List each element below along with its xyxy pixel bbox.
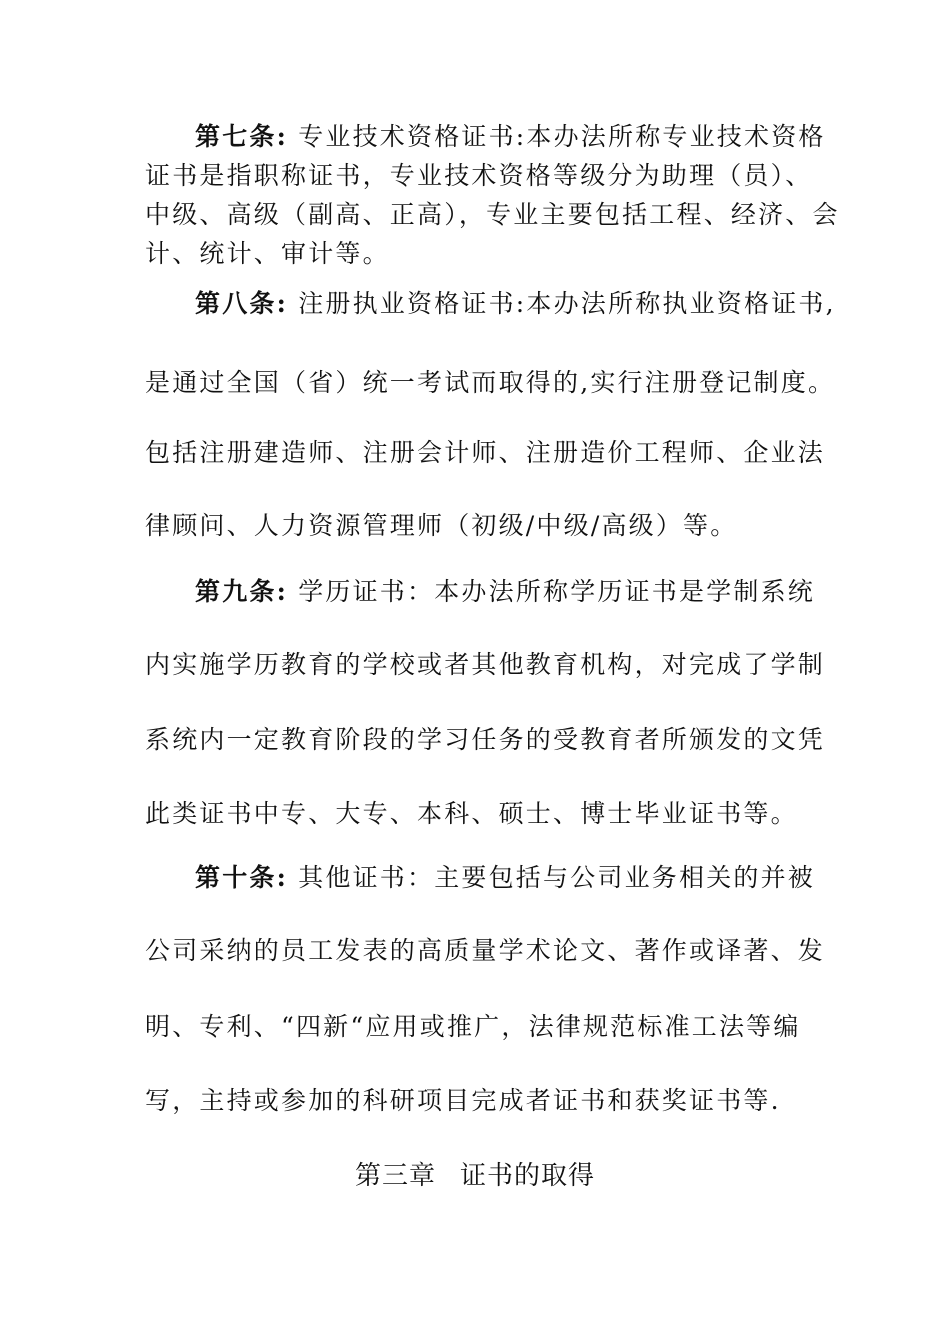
article-7-line-3: 中级、高级（副高、正高），专业主要包括工程、经济、会 <box>145 200 840 229</box>
article-8-text: 注册执业资格证书:本办法所称执业资格证书, <box>298 289 836 318</box>
article-10-line-2: 公司采纳的员工发表的高质量学术论文、著作或译著、发 <box>145 936 826 965</box>
article-8-line-4: 律顾问、人力资源管理师（初级/中级/高级）等。 <box>145 511 738 540</box>
article-9-line-4: 此类证书中专、大专、本科、硕士、博士毕业证书等。 <box>145 799 798 828</box>
article-10-line-1 <box>195 860 815 896</box>
article-7-line-2: 证书是指职称证书，专业技术资格等级分为助理（员）、 <box>145 161 813 190</box>
article-10-line-3: 明、专利、“四新“应用或推广，法律规范标准工法等编 <box>145 1012 801 1041</box>
chapter-3-heading <box>0 1158 950 1194</box>
article-8-line-3: 包括注册建造师、注册会计师、注册造价工程师、企业法 <box>145 438 826 467</box>
article-9-line-1 <box>195 574 815 610</box>
article-10-line-4: 写，主持或参加的科研项目完成者证书和获奖证书等. <box>145 1086 781 1115</box>
article-8-line-1 <box>195 286 836 322</box>
article-9-text: 学历证书：本办法所称学历证书是学制系统 <box>298 577 815 606</box>
article-8-line-2: 是通过全国（省）统一考试而取得的,实行注册登记制度。 <box>145 368 836 397</box>
chapter-3-number: 第三章 <box>354 1161 436 1191</box>
article-7-line-1 <box>195 119 826 155</box>
article-9-heading: 第九条: <box>195 577 289 606</box>
article-9-line-2: 内实施学历教育的学校或者其他教育机构，对完成了学制 <box>145 650 826 679</box>
article-8-heading: 第八条: <box>195 289 289 318</box>
article-7-text: 专业技术资格证书:本办法所称专业技术资格 <box>298 122 826 151</box>
article-10-heading: 第十条: <box>195 863 289 892</box>
article-7-line-4: 计、统计、审计等。 <box>145 239 390 268</box>
chapter-3-title: 证书的取得 <box>460 1161 596 1191</box>
article-10-text: 其他证书：主要包括与公司业务相关的并被 <box>298 863 815 892</box>
article-9-line-3: 系统内一定教育阶段的学习任务的受教育者所颁发的文凭 <box>145 725 826 754</box>
article-7-heading: 第七条: <box>195 122 289 151</box>
